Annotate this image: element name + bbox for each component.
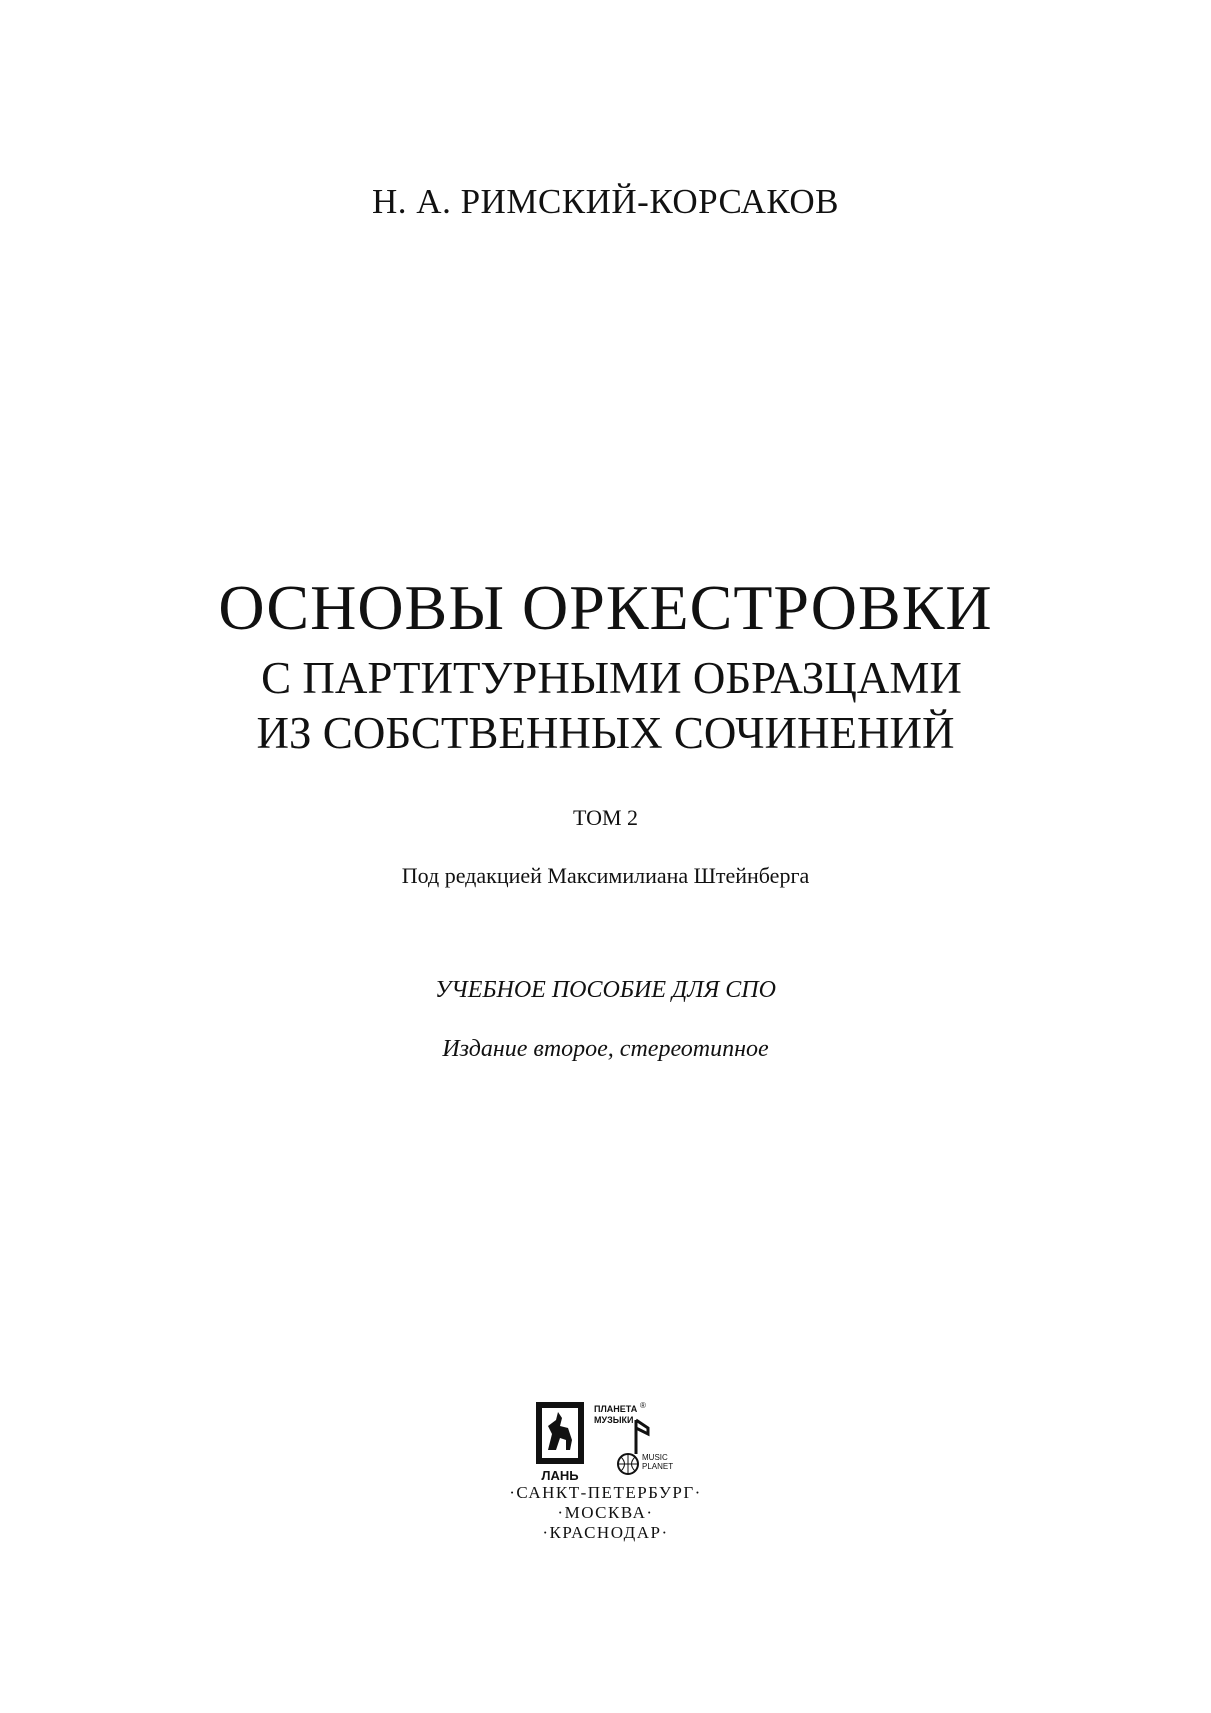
music-planet-logo (594, 1401, 673, 1474)
edition-note: Издание второе, стереотипное (442, 1036, 769, 1062)
lan-logo (536, 1402, 584, 1483)
volume-label: ТОМ 2 (572, 805, 639, 830)
registered-mark: ® (640, 1401, 646, 1410)
book-subtitle-line-2: ИЗ СОБСТВЕННЫХ СОЧИНЕНИЙ (256, 708, 955, 758)
city-krasnodar: ·КРАСНОДАР· (542, 1523, 669, 1542)
book-title: ОСНОВЫ ОРКЕСТРОВКИ (218, 572, 993, 643)
lan-logo-text: ЛАНЬ (541, 1468, 579, 1483)
planet-logo-text: ПЛАНЕТА МУЗЫКИ (594, 1404, 638, 1425)
editor-credit: Под редакцией Максимилиана Штейнберга (401, 863, 810, 888)
city-saint-petersburg: ·САНКТ-ПЕТЕРБУРГ· (509, 1483, 702, 1502)
book-type: УЧЕБНОЕ ПОСОБИЕ ДЛЯ СПО (435, 977, 776, 1003)
book-subtitle-line-1: С ПАРТИТУРНЫМИ ОБРАЗЦАМИ (261, 653, 962, 703)
author-name: Н. А. РИМСКИЙ-КОРСАКОВ (372, 182, 839, 221)
music-planet-text: MUSIC PLANET (642, 1453, 674, 1471)
city-moscow: ·МОСКВА· (557, 1503, 654, 1522)
